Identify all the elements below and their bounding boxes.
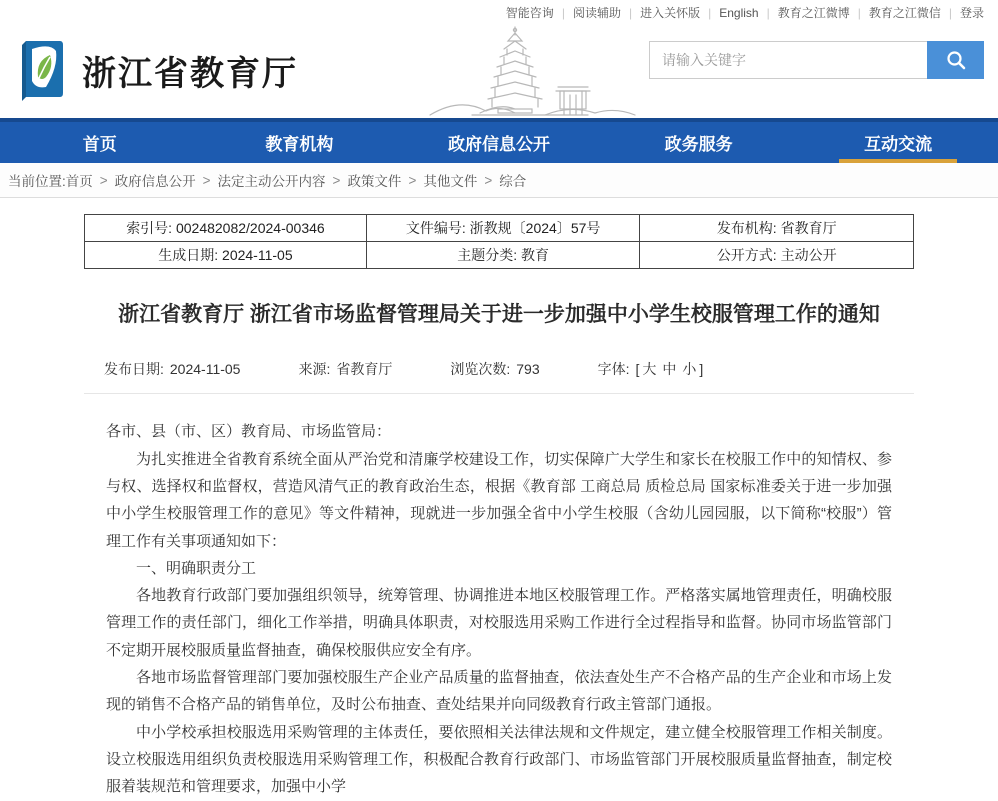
breadcrumb-comprehensive[interactable]: 综合 xyxy=(499,174,527,189)
topbar-link-accessibility[interactable]: 进入关怀版 xyxy=(640,6,701,20)
page-title: 浙江省教育厅 浙江省市场监督管理局关于进一步加强中小学生校服管理工作的通知 xyxy=(118,303,880,326)
source-value: 省教育厅 xyxy=(336,361,393,378)
font-size-label: 字体: xyxy=(597,361,630,378)
topbar-link-login[interactable]: 登录 xyxy=(959,6,984,20)
publish-date-label: 发布日期: xyxy=(104,361,164,378)
breadcrumb-gov-info[interactable]: 政府信息公开 xyxy=(114,174,196,189)
pagoda-illustration xyxy=(420,25,640,118)
breadcrumb-policy-docs[interactable]: 政策文件 xyxy=(347,174,402,189)
content-area xyxy=(84,214,914,801)
article-paragraph: 各地教育行政部门要加强组织领导，统筹管理、协调推进本地区校服管理工作。严格落实属地管理责任，明确校服管理工作的责任部门，细化工作举措，明确具体职责，对校服选用采购工作进行全过程指导和监督。协同市场监管部门不定期开展校服质量监督抽查，确保校服供应安全有序。 xyxy=(106,587,892,659)
topbar-separator: | xyxy=(766,5,770,20)
top-utility-bar xyxy=(0,0,998,25)
source xyxy=(298,359,392,379)
meta-label: 主题分类: xyxy=(457,247,518,263)
topbar-link-weibo[interactable]: 教育之江微博 xyxy=(777,6,850,20)
meta-value: 2024-11-05 xyxy=(222,247,293,263)
meta-doc-number xyxy=(366,215,640,242)
search-box xyxy=(649,41,984,79)
site-logo[interactable] xyxy=(16,37,298,103)
breadcrumb-separator: > xyxy=(332,172,341,188)
font-size-control xyxy=(598,359,704,379)
book-leaf-logo-icon xyxy=(16,37,68,103)
nav-item-interaction[interactable]: 互动交流 xyxy=(798,122,998,163)
source-label: 来源: xyxy=(298,361,331,378)
publish-date xyxy=(104,359,240,379)
bracket: ] xyxy=(699,361,704,378)
topbar-link-english[interactable]: English xyxy=(719,5,759,20)
article-section-heading: 一、明确职责分工 xyxy=(136,559,257,577)
main-nav xyxy=(0,118,998,163)
topbar-separator: | xyxy=(628,5,633,20)
meta-value: 教育 xyxy=(521,247,550,263)
meta-creation-date xyxy=(85,242,367,269)
breadcrumb-separator: > xyxy=(484,172,493,188)
view-count xyxy=(450,359,539,379)
nav-item-gov-info[interactable]: 政府信息公开 xyxy=(447,135,550,154)
meta-label: 索引号: xyxy=(126,220,173,236)
topbar-link-reading-aid[interactable]: 阅读辅助 xyxy=(572,6,621,20)
topbar-separator: | xyxy=(708,5,712,20)
breadcrumb-home[interactable]: 首页 xyxy=(65,174,93,189)
meta-value: 省教育厅 xyxy=(780,220,837,236)
font-size-medium-button[interactable]: 中 xyxy=(662,361,677,378)
meta-label: 生成日期: xyxy=(158,247,219,263)
site-name: 浙江省教育厅 xyxy=(82,55,298,93)
topbar-link-smart-consult[interactable]: 智能咨询 xyxy=(505,6,554,20)
font-size-small-button[interactable]: 小 xyxy=(682,361,697,378)
meta-label: 文件编号: xyxy=(405,220,466,236)
article-salutation: 各市、县（市、区）教育局、市场监管局： xyxy=(106,423,392,441)
meta-value: 浙教规〔2024〕57号 xyxy=(469,220,601,236)
article-paragraph: 各地市场监督管理部门要加强校服生产企业产品质量的监督抽查，依法查处生产不合格产品的生产企业和市场上发现的销售不合格产品的销售单位，及时公布抽查、查处结果并向同级教育行政主管部门通报。 xyxy=(106,669,892,714)
article-body xyxy=(84,394,914,800)
meta-label: 发布机构: xyxy=(716,220,777,236)
breadcrumb-statutory-disclosure[interactable]: 法定主动公开内容 xyxy=(217,174,326,189)
article-info-row xyxy=(84,359,914,394)
nav-item-home[interactable]: 首页 xyxy=(82,135,117,154)
meta-issuing-agency xyxy=(640,215,914,242)
view-count-label: 浏览次数: xyxy=(450,361,511,378)
meta-disclosure-method xyxy=(640,242,914,269)
topbar-separator: | xyxy=(857,5,861,20)
meta-value: 002482082/2024-00346 xyxy=(175,220,325,236)
breadcrumb xyxy=(0,163,998,198)
bracket: [ xyxy=(635,361,640,378)
nav-item-institutions[interactable]: 教育机构 xyxy=(265,135,334,154)
meta-topic-category xyxy=(366,242,640,269)
breadcrumb-separator: > xyxy=(99,172,108,188)
nav-item-gov-services[interactable]: 政务服务 xyxy=(664,135,733,154)
breadcrumb-prefix: 当前位置: xyxy=(8,174,66,189)
topbar-separator: | xyxy=(948,5,952,20)
search-input[interactable] xyxy=(649,41,927,79)
meta-index-number xyxy=(85,215,367,242)
site-header xyxy=(0,25,998,118)
topbar-separator: | xyxy=(561,5,565,20)
breadcrumb-separator: > xyxy=(408,172,417,188)
table-row xyxy=(85,215,914,242)
meta-value: 主动公开 xyxy=(780,247,837,263)
document-meta-table xyxy=(84,214,914,269)
table-row xyxy=(85,242,914,269)
publish-date-value: 2024-11-05 xyxy=(169,361,241,378)
article-paragraph: 中小学校承担校服选用采购管理的主体责任，要依照相关法律法规和文件规定，建立健全校服管理工作相关制度。设立校服选用组织负责校服选用采购管理工作，积极配合教育行政部门、市场监管部门开展校服质量监督抽查，制定校服着装规范和管理要求，加强中小学 xyxy=(106,723,892,796)
breadcrumb-other-docs[interactable]: 其他文件 xyxy=(423,174,478,189)
article-paragraph: 为扎实推进全省教育系统全面从严治党和清廉学校建设工作，切实保障广大学生和家长在校服工作中的知情权、参与权、选择权和监督权，营造风清气正的教育政治生态，根据《教育部 工商总局 质检总局 国家标准委关于进一步加强中小学生校服管理工作的意见》等文件精神，现就进一步加强全省中小学生校服（含幼儿园园服，以下简称“校服”）管理工作有关事项通知如下： xyxy=(106,450,892,550)
search-icon xyxy=(945,49,967,71)
search-button[interactable] xyxy=(927,41,984,79)
topbar-link-wechat[interactable]: 教育之江微信 xyxy=(868,6,941,20)
meta-label: 公开方式: xyxy=(716,247,777,263)
font-size-large-button[interactable]: 大 xyxy=(642,361,657,378)
breadcrumb-separator: > xyxy=(202,172,211,188)
view-count-value: 793 xyxy=(516,361,540,378)
